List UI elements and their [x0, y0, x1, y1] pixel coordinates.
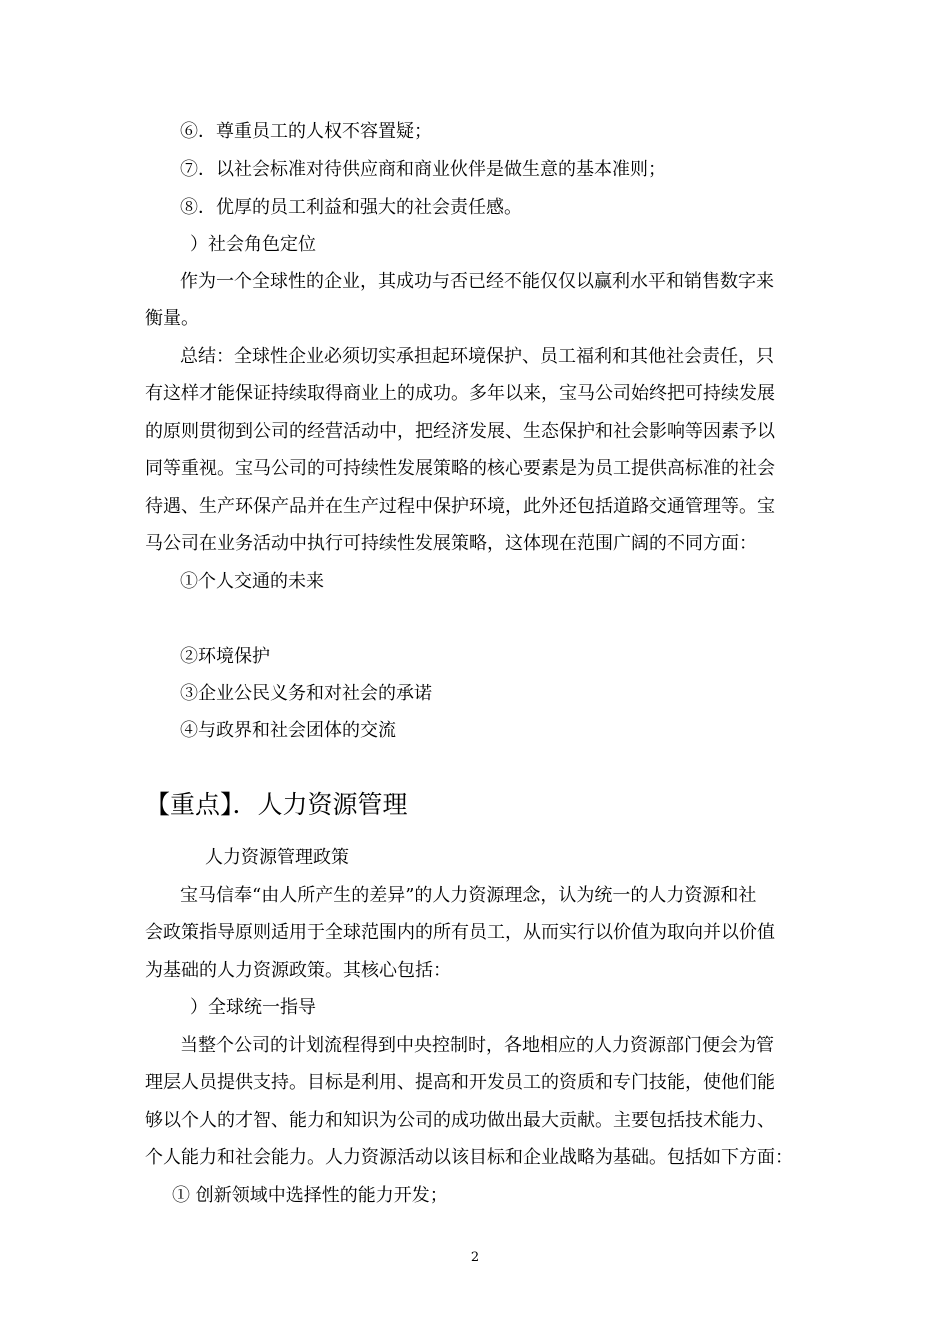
- list-item: ⑦．以社会标准对待供应商和商业伙伴是做生意的基本准则；: [180, 159, 666, 180]
- list-item: ③企业公民义务和对社会的承诺: [180, 683, 432, 704]
- list-item: ⑥．尊重员工的人权不容置疑；: [180, 121, 432, 142]
- list-item: ④与政界和社会团体的交流: [180, 720, 396, 741]
- page-number: 2: [470, 1250, 480, 1265]
- list-item: ① 创新领域中选择性的能力开发；: [172, 1185, 448, 1206]
- paragraph-line: 会政策指导原则适用于全球范围内的所有员工，从而实行以价值为取向并以价值: [145, 922, 775, 943]
- summary-line: 待遇、生产环保产品并在生产过程中保护环境，此外还包括道路交通管理等。宝: [145, 496, 775, 517]
- paragraph-line: 个人能力和社会能力。人力资源活动以该目标和企业战略为基础。包括如下方面：: [145, 1147, 793, 1168]
- paragraph-line: 够以个人的才智、能力和知识为公司的成功做出最大贡献。主要包括技术能力、: [145, 1110, 775, 1131]
- summary-line: 马公司在业务活动中执行可持续性发展策略，这体现在范围广阔的不同方面：: [145, 533, 757, 554]
- summary-line: 有这样才能保证持续取得商业上的成功。多年以来，宝马公司始终把可持续发展: [145, 383, 775, 404]
- subheading-social-role: ）社会角色定位: [190, 234, 316, 255]
- list-item: ①个人交通的未来: [180, 571, 324, 592]
- paragraph-line: 理层人员提供支持。目标是利用、提高和开发员工的资质和专门技能，使他们能: [145, 1072, 775, 1093]
- paragraph-line: 为基础的人力资源政策。其核心包括：: [145, 960, 451, 981]
- summary-line: 同等重视。宝马公司的可持续性发展策略的核心要素是为员工提供高标准的社会: [145, 458, 775, 479]
- section-heading: 【重点】．人力资源管理: [145, 790, 408, 819]
- paragraph-line: 作为一个全球性的企业，其成功与否已经不能仅仅以赢利水平和销售数字来: [180, 271, 774, 292]
- summary-line: 的原则贯彻到公司的经营活动中，把经济发展、生态保护和社会影响等因素予以: [145, 421, 775, 442]
- subheading-global-guidance: ）全球统一指导: [190, 997, 316, 1018]
- summary-line: 总结：全球性企业必须切实承担起环境保护、员工福利和其他社会责任，只: [180, 346, 774, 367]
- paragraph-line: 当整个公司的计划流程得到中央控制时，各地相应的人力资源部门便会为管: [180, 1035, 774, 1056]
- paragraph-line: 宝马信奉“由人所产生的差异”的人力资源理念，认为统一的人力资源和社: [180, 885, 757, 906]
- list-item: ⑧．优厚的员工利益和强大的社会责任感。: [180, 197, 522, 218]
- subheading-hr-policy: 人力资源管理政策: [205, 847, 349, 868]
- paragraph-line: 衡量。: [145, 308, 199, 329]
- list-item: ②环境保护: [180, 646, 270, 667]
